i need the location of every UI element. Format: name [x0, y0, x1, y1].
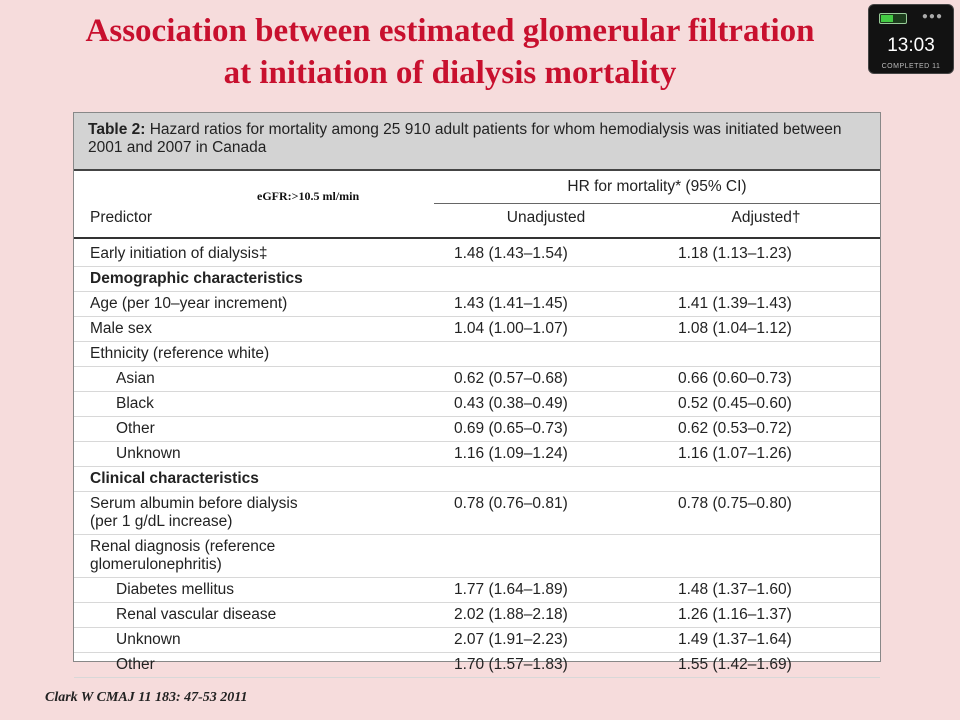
adjusted-value: 0.78 (0.75–0.80)	[678, 495, 792, 512]
table-row	[74, 392, 880, 417]
unadjusted-value: 1.43 (1.41–1.45)	[454, 295, 568, 312]
table-caption-label: Table 2:	[88, 121, 146, 138]
row-label: Early initiation of dialysis‡	[90, 245, 268, 262]
adjusted-value: 1.41 (1.39–1.43)	[678, 295, 792, 312]
hazard-ratio-table	[73, 112, 881, 673]
status-dots: ●●●	[921, 11, 943, 22]
table-row	[74, 292, 880, 317]
adjusted-value: 1.18 (1.13–1.23)	[678, 245, 792, 262]
table-row	[74, 342, 880, 367]
row-label-line-2: (per 1 g/dL increase)	[90, 513, 233, 530]
timer-time: 13:03	[887, 35, 935, 56]
table-body	[74, 242, 880, 678]
section-row	[74, 267, 880, 292]
row-label: Asian	[116, 370, 155, 387]
table-row	[74, 417, 880, 442]
unadjusted-value: 2.07 (1.91–2.23)	[454, 631, 568, 648]
row-label-line-1: Renal diagnosis (reference	[90, 538, 276, 555]
row-label	[90, 538, 275, 574]
unadjusted-value: 0.43 (0.38–0.49)	[454, 395, 568, 412]
row-label-line-2: glomerulonephritis)	[90, 556, 222, 573]
unadjusted-value: 1.16 (1.09–1.24)	[454, 445, 568, 462]
adjusted-header: Adjusted†	[731, 209, 801, 226]
table-row	[74, 242, 880, 267]
adjusted-value: 1.49 (1.37–1.64)	[678, 631, 792, 648]
slide-title-line-1: Association between estimated glomerular filtration	[85, 13, 815, 49]
table-row	[74, 367, 880, 392]
unadjusted-value: 0.69 (0.65–0.73)	[454, 420, 568, 437]
table-caption-text: Hazard ratios for mortality among 25 910 adult patients for whom hemodialysis was initiated between 2001 and 2007 in Canada	[88, 121, 842, 156]
header-divider	[434, 203, 880, 204]
section-row	[74, 467, 880, 492]
table-row	[74, 653, 880, 678]
egfr-annotation: eGFR:>10.5 ml/min	[257, 189, 360, 203]
table-row	[74, 317, 880, 342]
section-label: Demographic characteristics	[90, 270, 303, 287]
row-label: Ethnicity (reference white)	[90, 345, 270, 362]
unadjusted-value: 1.77 (1.64–1.89)	[454, 581, 568, 598]
adjusted-value: 0.62 (0.53–0.72)	[678, 420, 792, 437]
slide-title-line-2: at initiation of dialysis mortality	[223, 55, 677, 91]
unadjusted-value: 2.02 (1.88–2.18)	[454, 606, 568, 623]
battery-level	[881, 15, 893, 22]
citation: Clark W CMAJ 11 183: 47-53 2011	[45, 690, 248, 705]
row-label: Diabetes mellitus	[116, 581, 235, 598]
row-label: Black	[116, 395, 154, 412]
row-label: Other	[116, 656, 155, 673]
unadjusted-value: 1.04 (1.00–1.07)	[454, 320, 568, 337]
presentation-timer	[868, 4, 954, 74]
table-row	[74, 442, 880, 467]
table-row	[74, 603, 880, 628]
adjusted-value: 1.16 (1.07–1.26)	[678, 445, 792, 462]
adjusted-value: 1.08 (1.04–1.12)	[678, 320, 792, 337]
section-label: Clinical characteristics	[90, 470, 259, 487]
adjusted-value: 1.48 (1.37–1.60)	[678, 581, 792, 598]
adjusted-value: 0.66 (0.60–0.73)	[678, 370, 792, 387]
table-row	[74, 628, 880, 653]
row-label: Male sex	[90, 320, 153, 337]
predictor-header: Predictor	[90, 209, 153, 226]
row-label: Unknown	[116, 445, 181, 462]
adjusted-value: 0.52 (0.45–0.60)	[678, 395, 792, 412]
timer-status: COMPLETED 11	[881, 63, 941, 70]
slide-title	[0, 10, 900, 94]
unadjusted-value: 0.62 (0.57–0.68)	[454, 370, 568, 387]
adjusted-value: 1.55 (1.42–1.69)	[678, 656, 792, 673]
hr-header: HR for mortality* (95% CI)	[567, 178, 747, 195]
row-label: Renal vascular disease	[116, 606, 277, 623]
row-label-line-1: Serum albumin before dialysis	[90, 495, 298, 512]
unadjusted-value: 1.70 (1.57–1.83)	[454, 656, 568, 673]
battery-icon	[879, 13, 907, 24]
row-label: Other	[116, 420, 155, 437]
unadjusted-value: 0.78 (0.76–0.81)	[454, 495, 568, 512]
row-label: Unknown	[116, 631, 181, 648]
unadjusted-value: 1.48 (1.43–1.54)	[454, 245, 568, 262]
table-caption	[74, 113, 880, 171]
unadjusted-header: Unadjusted	[506, 209, 586, 226]
table-header	[74, 171, 880, 239]
table-row	[74, 492, 880, 535]
row-label: Age (per 10–year increment)	[90, 295, 288, 312]
table-row	[74, 535, 880, 578]
table-row	[74, 578, 880, 603]
row-label	[90, 495, 298, 531]
adjusted-value: 1.26 (1.16–1.37)	[678, 606, 792, 623]
